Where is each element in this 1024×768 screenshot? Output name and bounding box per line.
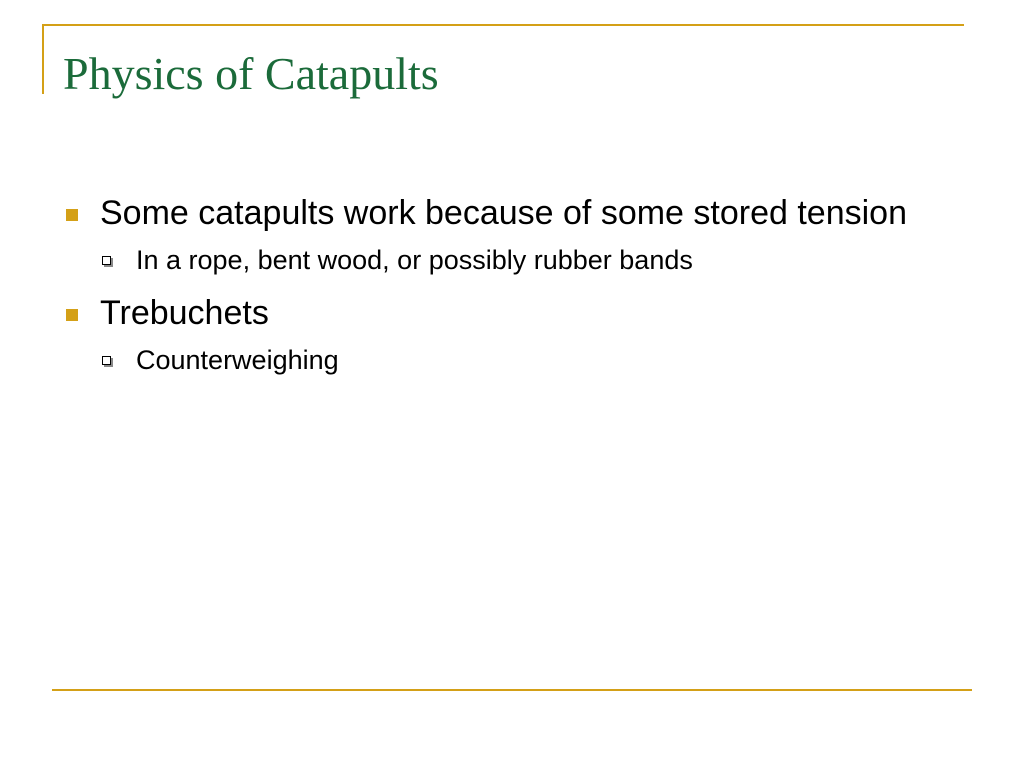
bullet-item [62, 190, 982, 237]
slide-title: Physics of Catapults [63, 48, 439, 99]
square-bullet-icon [66, 309, 78, 321]
footer-rule [52, 689, 972, 691]
hollow-square-bullet-icon [102, 356, 111, 365]
bullet-item [62, 290, 982, 337]
sub-bullet-item [62, 342, 982, 378]
bullet-text: Some catapults work because of some stored tension [100, 194, 907, 232]
title-frame-top-rule [42, 24, 964, 26]
hollow-square-bullet-icon [102, 256, 111, 265]
title-frame-left-rule [42, 24, 44, 94]
bullet-text: Trebuchets [100, 294, 269, 332]
sub-bullet-text: Counterweighing [136, 345, 339, 375]
square-bullet-icon [66, 209, 78, 221]
sub-bullet-item [62, 242, 982, 278]
slide-body [62, 190, 982, 390]
sub-bullet-text: In a rope, bent wood, or possibly rubber bands [136, 245, 693, 275]
